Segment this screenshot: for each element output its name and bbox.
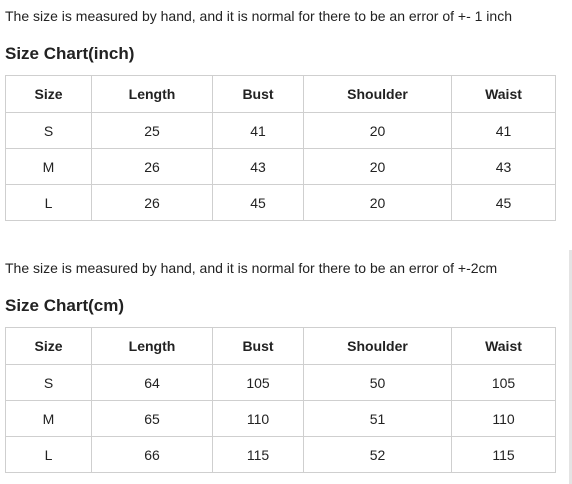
header-size: Size xyxy=(6,76,92,113)
cell-length: 26 xyxy=(92,185,213,221)
header-waist: Waist xyxy=(452,328,556,365)
table-row xyxy=(6,113,556,149)
cell-bust: 45 xyxy=(213,185,304,221)
cell-length: 25 xyxy=(92,113,213,149)
cell-shoulder: 20 xyxy=(304,149,452,185)
cell-waist: 105 xyxy=(452,365,556,401)
cell-bust: 43 xyxy=(213,149,304,185)
header-shoulder: Shoulder xyxy=(304,328,452,365)
header-bust: Bust xyxy=(213,76,304,113)
cell-bust: 41 xyxy=(213,113,304,149)
size-chart-cm-title: Size Chart(cm) xyxy=(5,296,125,315)
cell-waist: 110 xyxy=(452,401,556,437)
cell-size: L xyxy=(6,185,92,221)
cell-waist: 41 xyxy=(452,113,556,149)
table-row xyxy=(6,437,556,473)
cell-waist: 45 xyxy=(452,185,556,221)
cell-shoulder: 52 xyxy=(304,437,452,473)
size-chart-cm-table xyxy=(5,327,556,473)
table-row xyxy=(6,185,556,221)
cell-waist: 115 xyxy=(452,437,556,473)
size-chart-inch-table xyxy=(5,75,556,221)
header-length: Length xyxy=(92,328,213,365)
cell-shoulder: 20 xyxy=(304,113,452,149)
cell-length: 26 xyxy=(92,149,213,185)
cell-shoulder: 51 xyxy=(304,401,452,437)
cell-waist: 43 xyxy=(452,149,556,185)
header-size: Size xyxy=(6,328,92,365)
table-header-row xyxy=(6,76,556,113)
cell-length: 66 xyxy=(92,437,213,473)
table-row xyxy=(6,401,556,437)
cell-bust: 105 xyxy=(213,365,304,401)
header-bust: Bust xyxy=(213,328,304,365)
size-chart-inch-title: Size Chart(inch) xyxy=(5,44,135,63)
cell-bust: 110 xyxy=(213,401,304,437)
cell-bust: 115 xyxy=(213,437,304,473)
cell-shoulder: 20 xyxy=(304,185,452,221)
cell-size: S xyxy=(6,113,92,149)
table-row xyxy=(6,149,556,185)
measurement-note-inch: The size is measured by hand, and it is normal for there to be an error of +- 1 inch xyxy=(5,8,512,24)
cell-size: M xyxy=(6,401,92,437)
cell-size: S xyxy=(6,365,92,401)
cell-shoulder: 50 xyxy=(304,365,452,401)
table-header-row xyxy=(6,328,556,365)
measurement-note-cm: The size is measured by hand, and it is normal for there to be an error of +-2cm xyxy=(5,260,498,276)
header-waist: Waist xyxy=(452,76,556,113)
cell-size: M xyxy=(6,149,92,185)
cell-size: L xyxy=(6,437,92,473)
header-length: Length xyxy=(92,76,213,113)
cell-length: 65 xyxy=(92,401,213,437)
table-row xyxy=(6,365,556,401)
header-shoulder: Shoulder xyxy=(304,76,452,113)
cell-length: 64 xyxy=(92,365,213,401)
